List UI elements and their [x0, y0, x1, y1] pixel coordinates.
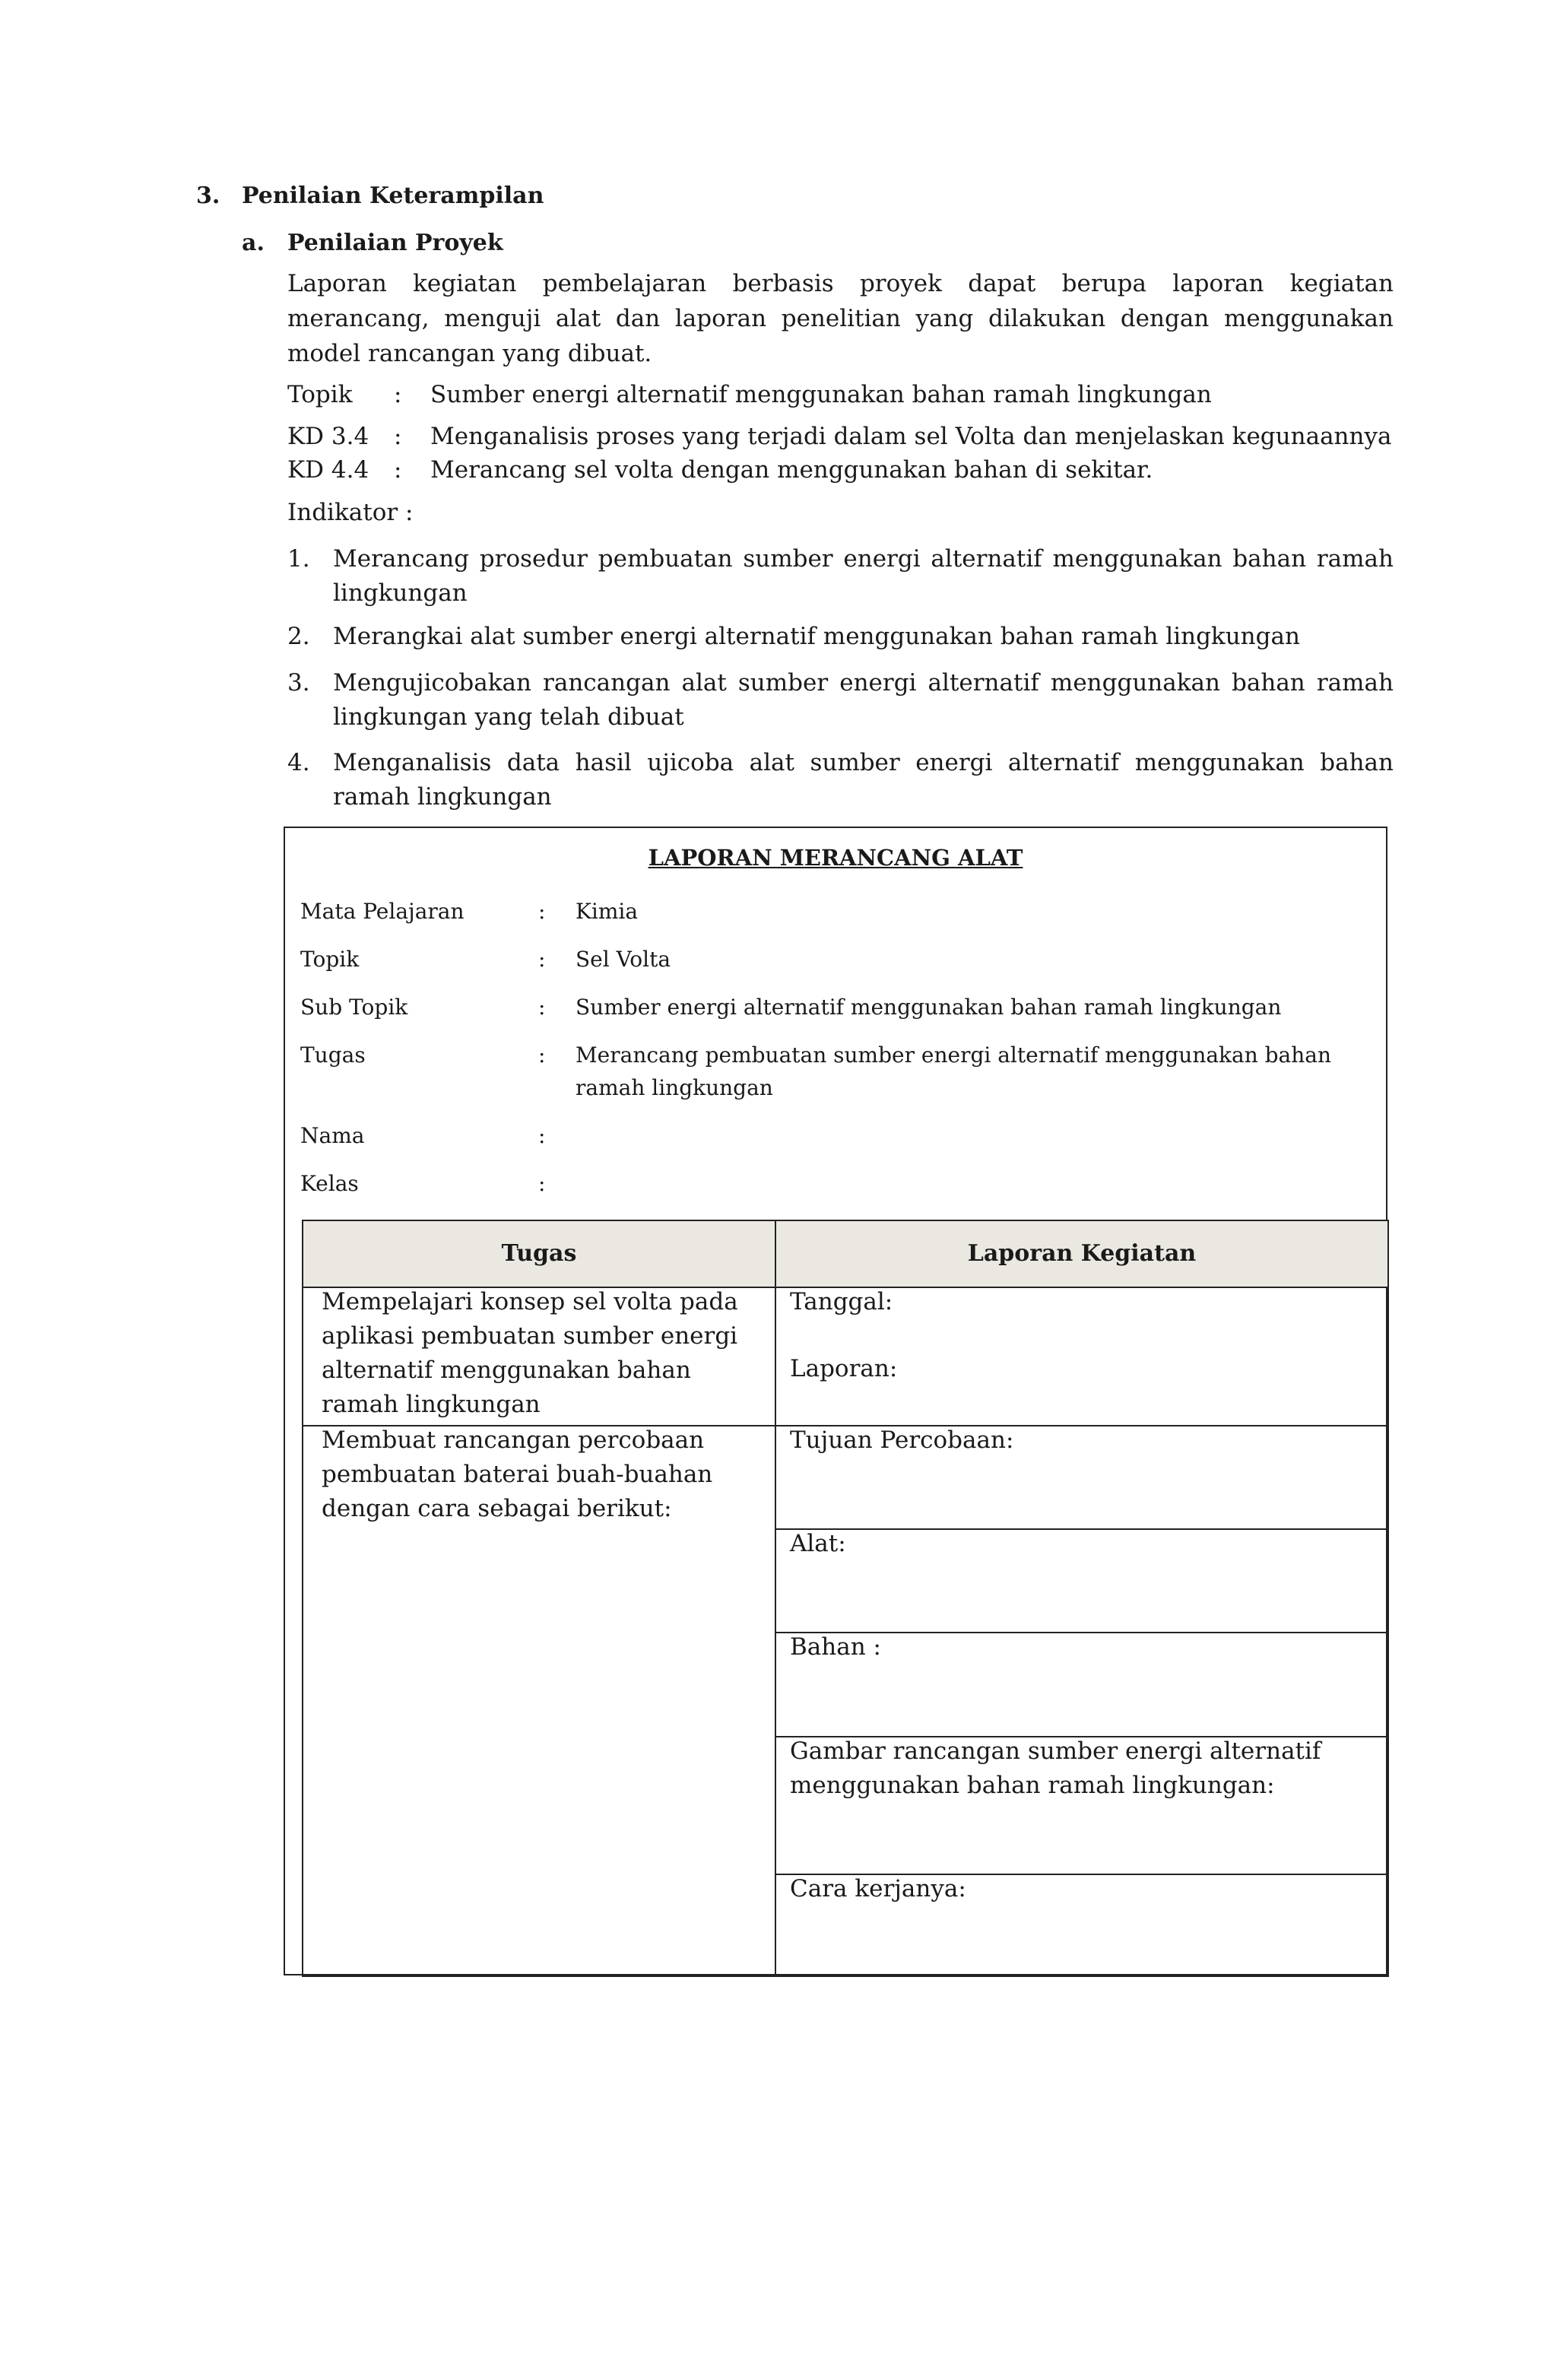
header-tugas: Tugas [501, 1240, 577, 1267]
field-value: Merancang pembuatan sumber energi alternatif menggunakan bahan ramah lingkungan [576, 1042, 1332, 1100]
tanggal-label: Tanggal: [790, 1288, 893, 1315]
gambar-label: Gambar rancangan sumber energi alternatif menggunakan bahan ramah lingkungan: [790, 1737, 1321, 1799]
indicator-number: 1. [287, 545, 310, 573]
field-key: Sub Topik [300, 995, 408, 1020]
indicator-text: Mengujicobakan rancangan alat sumber energi alternatif menggunakan bahan ramah lingkungan yang telah dibuat [333, 669, 1394, 731]
indicator-item [287, 746, 1394, 814]
field-value: Sel Volta [576, 947, 671, 972]
topik-row [287, 379, 1212, 410]
indicator-item [287, 666, 1394, 735]
field-key: Nama [300, 1123, 365, 1148]
header-laporan-kegiatan: Laporan Kegiatan [967, 1240, 1197, 1267]
intro-paragraph: Laporan kegiatan pembelajaran berbasis proyek dapat berupa laporan kegiatan merancang, menguji alat dan laporan penelitian yang dilakukan dengan menggunakan model rancangan yang dibuat. [287, 270, 1394, 367]
field-key: Mata Pelajaran [300, 899, 465, 924]
kd1-sep: : [394, 423, 402, 450]
field-key: Tugas [300, 1042, 366, 1068]
indicator-text: Merancang prosedur pembuatan sumber energi alternatif menggunakan bahan ramah lingkungan [333, 545, 1394, 607]
indicator-number: 2. [287, 623, 310, 650]
alat-label: Alat: [790, 1530, 846, 1557]
task-2-text: Membuat rancangan percobaan pembuatan baterai buah-buahan dengan cara sebagai berikut: [322, 1426, 713, 1522]
section-number: 3. [196, 182, 220, 209]
kd2-sep: : [394, 456, 402, 484]
report-title: LAPORAN MERANCANG ALAT [648, 845, 1023, 871]
field-key: Kelas [300, 1171, 359, 1196]
indicator-text: Menganalisis data hasil ujicoba alat sumber energi alternatif menggunakan bahan ramah lingkungan [333, 749, 1394, 811]
section-title: Penilaian Keterampilan [242, 182, 544, 209]
tujuan-label: Tujuan Percobaan: [790, 1426, 1014, 1454]
field-value: Kimia [576, 899, 639, 924]
indicator-item [287, 620, 1394, 654]
column-divider [775, 1221, 776, 1975]
cara-kerja-label: Cara kerjanya: [790, 1875, 966, 1902]
topik-value: Sumber energi alternatif menggunakan bahan ramah lingkungan [430, 381, 1212, 408]
kd2-value: Merancang sel volta dengan menggunakan bahan di sekitar. [430, 456, 1153, 484]
section-heading [196, 182, 544, 209]
field-sep: : [538, 947, 546, 972]
subsection-letter: a. [242, 230, 265, 256]
field-key: Topik [300, 947, 360, 972]
activity-table [302, 1220, 1389, 1977]
field-value: Sumber energi alternatif menggunakan bahan ramah lingkungan [576, 995, 1282, 1020]
field-sep: : [538, 1171, 546, 1196]
indicator-text: Merangkai alat sumber energi alternatif menggunakan bahan ramah lingkungan [333, 623, 1300, 650]
kd1-key: KD 3.4 [287, 423, 369, 450]
field-sep: : [538, 1042, 546, 1068]
field-sep: : [538, 899, 546, 924]
kd1-value: Menganalisis proses yang terjadi dalam sel Volta dan menjelaskan kegunaannya [430, 423, 1392, 450]
laporan-label: Laporan: [790, 1355, 898, 1382]
table-header-row [303, 1221, 1387, 1288]
subsection-title: Penilaian Proyek [287, 230, 503, 256]
indicator-number: 3. [287, 669, 310, 697]
kd2-key: KD 4.4 [287, 456, 369, 484]
bahan-label: Bahan : [790, 1633, 881, 1661]
indikator-label: Indikator : [287, 499, 414, 526]
topik-sep: : [394, 381, 402, 408]
kd1-row [287, 421, 1391, 452]
report-form [284, 827, 1387, 1975]
indicator-item [287, 542, 1394, 611]
topik-key: Topik [287, 381, 353, 408]
kd2-row [287, 455, 1153, 485]
field-sep: : [538, 995, 546, 1020]
field-sep: : [538, 1123, 546, 1148]
row-divider [775, 1528, 1387, 1530]
subsection-heading [242, 230, 503, 256]
task-1-text: Mempelajari konsep sel volta pada aplikasi pembuatan sumber energi alternatif menggunakan bahan ramah lingkungan [322, 1288, 738, 1418]
indicator-number: 4. [287, 749, 310, 776]
